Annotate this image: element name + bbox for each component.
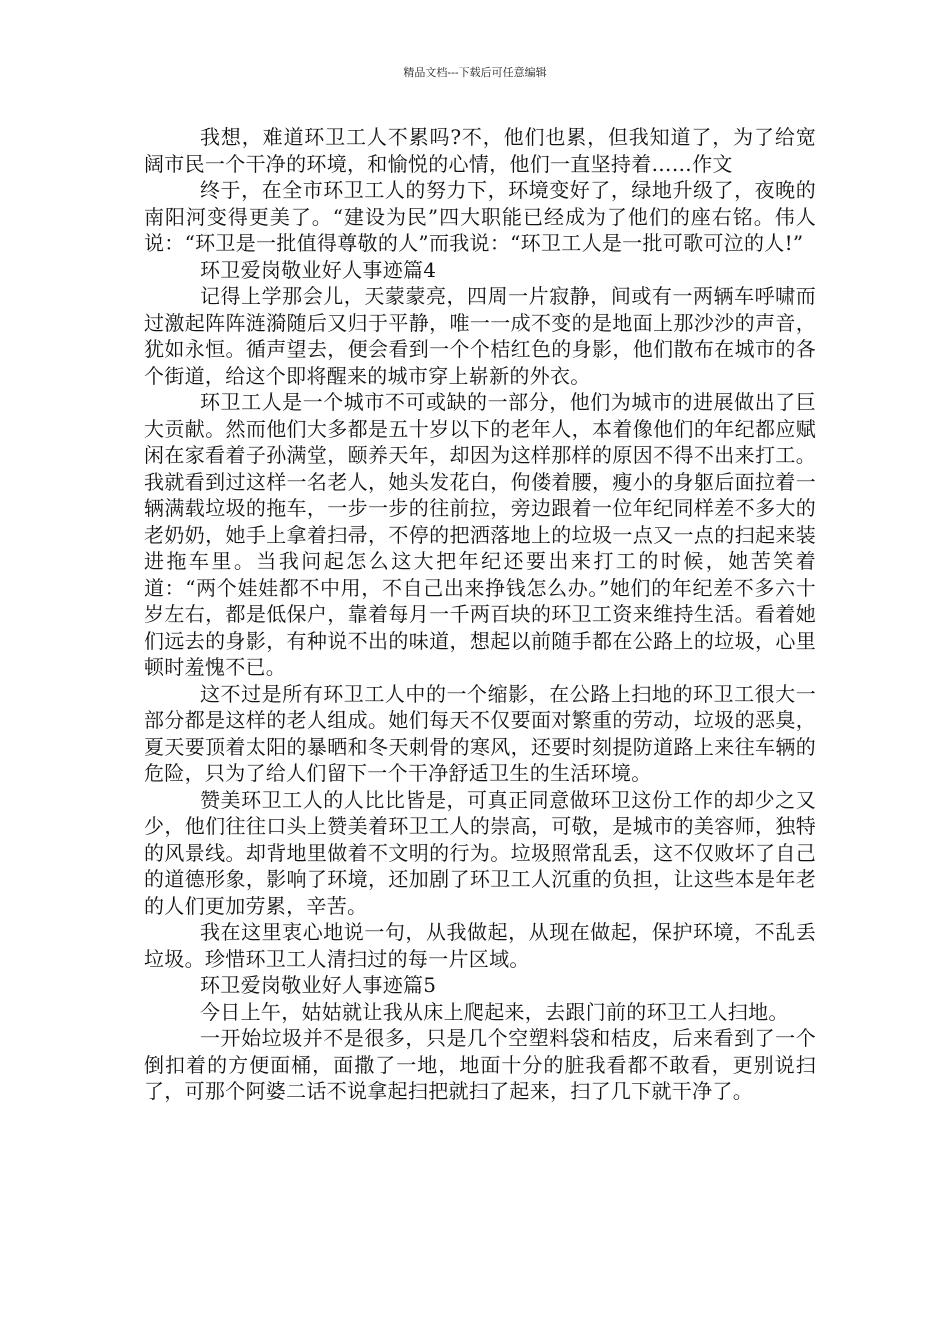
paragraph-2: 终于，在全市环卫工人的努力下，环境变好了，绿地升级了，夜晚的南阳河变得更美了。“建设为民”四大职能已经成为了他们的座右铭。伟人说：“环卫是一批值得尊敬的人”而我说：“环卫工人是一批可歌可泣的人!” [144, 178, 816, 255]
paragraph-6: 赞美环卫工人的人比比皆是，可真正同意做环卫这份工作的却少之又少，他们往往口头上赞美着环卫工人的崇高，可敬，是城市的美容师，独特的风景线。却背地里做着不文明的行为。垃圾照常乱丢，这不仅败坏了自己的道德形象，影响了环境，还加剧了环卫工人沉重的负担，让这些本是年老的人们更加劳累，辛苦。 [144, 787, 816, 918]
paragraph-9: 一开始垃圾并不是很多，只是几个空塑料袋和桔皮，后来看到了一个倒扣着的方便面桶，面撒了一地，地面十分的脏我看都不敢看，更别说扫了，可那个阿婆二话不说拿起扫把就扫了起来，扫了几下就干净了。 [144, 1026, 816, 1103]
section-heading-5: 环卫爱岗敬业好人事迹篇5 [200, 973, 437, 997]
paragraph-8: 今日上午，姑姑就让我从床上爬起来，去跟门前的环卫工人扫地。 [200, 999, 789, 1024]
document-body [144, 124, 816, 1105]
section-heading-4: 环卫爱岗敬业好人事迹篇4 [200, 257, 437, 282]
paragraph-3: 记得上学那会儿，天蒙蒙亮，四周一片寂静，间或有一两辆车呼啸而过激起阵阵涟漪随后又归于平静，唯一一成不变的是地面上那沙沙的声音，犹如永恒。循声望去，便会看到一个个桔红色的身影，他们散布在城市的各个街道，给这个即将醒来的城市穿上崭新的外衣。 [144, 284, 816, 388]
paragraph-4: 环卫工人是一个城市不可或缺的一部分，他们为城市的进展做出了巨大贡献。然而他们大多都是五十岁以下的老年人，本着像他们的年纪都应赋闲在家看着子孙满堂，颐养天年，却因为这样那样的原因不得不出来打工。我就看到过这样一名老人，她头发花白，佝偻着腰，瘦小的身躯后面拉着一辆满载垃圾的拖车，一步一步的往前拉，旁边跟着一位年纪同样差不多大的老奶奶，她手上拿着扫帚，不停的把洒落地上的垃圾一点又一点的扫起来装进拖车里。当我问起怎么这大把年纪还要出来打工的时候，她苦笑着道：“两个娃娃都不中用，不自己出来挣钱怎么办。”她们的年纪差不多六十岁左右，都是低保户，靠着每月一千两百块的环卫工资来维持生活。看着她们远去的身影，有种说不出的味道，想起以前随手都在公路上的垃圾，心里顿时羞愧不已。 [144, 390, 816, 679]
paragraph-1: 我想，难道环卫工人不累吗?不，他们也累，但我知道了，为了给宽阔市民一个干净的环境，和愉悦的心情，他们一直坚持着……作文 [144, 125, 816, 176]
paragraph-7: 我在这里衷心地说一句，从我做起，从现在做起，保护环境，不乱丢垃圾。珍惜环卫工人清扫过的每一片区域。 [144, 920, 816, 971]
page-header: 精品文档---下载后可任意编辑 [403, 66, 547, 79]
paragraph-5: 这不过是所有环卫工人中的一个缩影，在公路上扫地的环卫工很大一部分都是这样的老人组成。她们每天不仅要面对繁重的劳动，垃圾的恶臭，夏天要顶着太阳的暴晒和冬天刺骨的寒风，还要时刻提防道路上来往车辆的危险，只为了给人们留下一个干净舒适卫生的生活环境。 [144, 681, 816, 785]
